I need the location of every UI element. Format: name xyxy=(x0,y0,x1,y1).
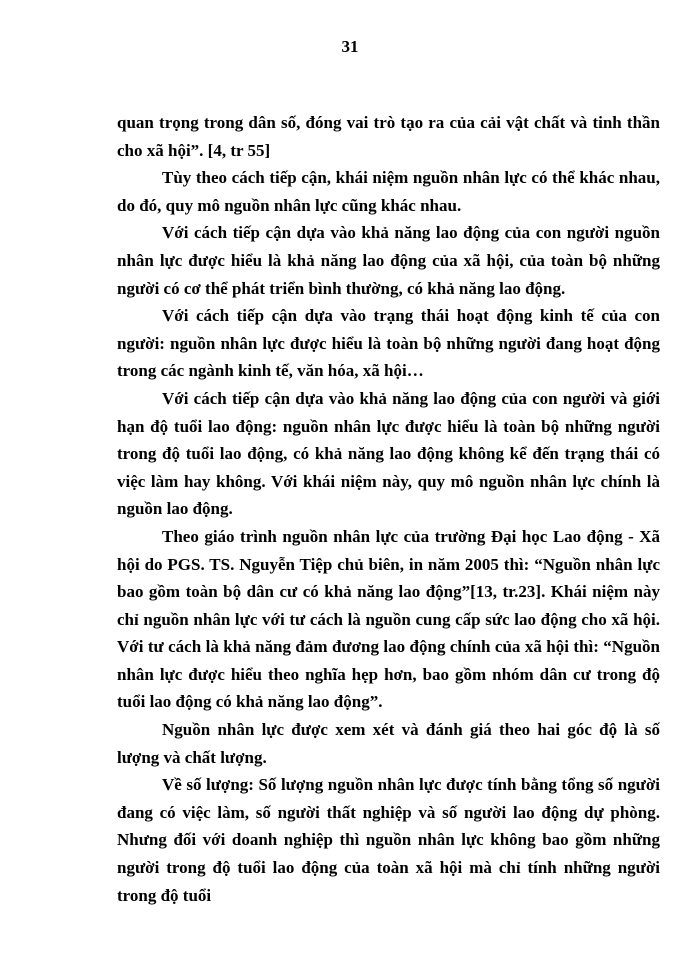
paragraph: Về số lượng: Số lượng nguồn nhân lực được tính bằng tổng số người đang có việc làm, số người thất nghiệp và số người lao động dự phòng. Nhưng đối với doanh nghiệp thì nguồn nhân lực không bao gồm những người trong độ tuổi lao động của toàn xã hội mà chỉ tính những người trong độ tuổi xyxy=(117,775,660,905)
paragraph-continuation: quan trọng trong dân số, đóng vai trò tạo ra của cải vật chất và tinh thần cho xã hội”. [4, tr 55] xyxy=(117,113,660,160)
paragraph: Theo giáo trình nguồn nhân lực của trường Đại học Lao động - Xã hội do PGS. TS. Nguyễn Tiệp chủ biên, in năm 2005 thì: “Nguồn nhân lực bao gồm toàn bộ dân cư có khả năng lao động”[13, tr.23]. Khái niệm này chỉ nguồn nhân lực với tư cách là nguồn cung cấp sức lao động cho xã hội. Với tư cách là khả năng đảm đương lao động chính của xã hội thì: “Nguồn nhân lực được hiểu theo nghĩa hẹp hơn, bao gồm nhóm dân cư trong độ tuổi lao động có khả năng lao động”. xyxy=(117,526,660,712)
page-number: 31 xyxy=(341,37,359,56)
paragraph: Với cách tiếp cận dựa vào khả năng lao động của con người nguồn nhân lực được hiểu là khả năng lao động của xã hội, của toàn bộ những người có cơ thể phát triển bình thường, có khả năng lao động. xyxy=(117,223,660,298)
paragraph: Tùy theo cách tiếp cận, khái niệm nguồn nhân lực có thể khác nhau, do đó, quy mô nguồn nhân lực cũng khác nhau. xyxy=(117,168,660,215)
paragraph: Với cách tiếp cận dựa vào trạng thái hoạt động kinh tế của con người: nguồn nhân lực được hiểu là toàn bộ những người đang hoạt động trong các ngành kinh tế, văn hóa, xã hội… xyxy=(117,306,660,381)
paragraph: Với cách tiếp cận dựa vào khả năng lao động của con người và giới hạn độ tuổi lao động: nguồn nhân lực được hiểu là toàn bộ những người trong độ tuổi lao động, có khả năng lao động không kể đến trạng thái có việc làm hay không. Với khái niệm này, quy mô nguồn nhân lực chính là nguồn lao động. xyxy=(117,388,660,519)
paragraph: Nguồn nhân lực được xem xét và đánh giá theo hai góc độ là số lượng và chất lượng. xyxy=(117,720,660,767)
body-text xyxy=(117,109,660,909)
